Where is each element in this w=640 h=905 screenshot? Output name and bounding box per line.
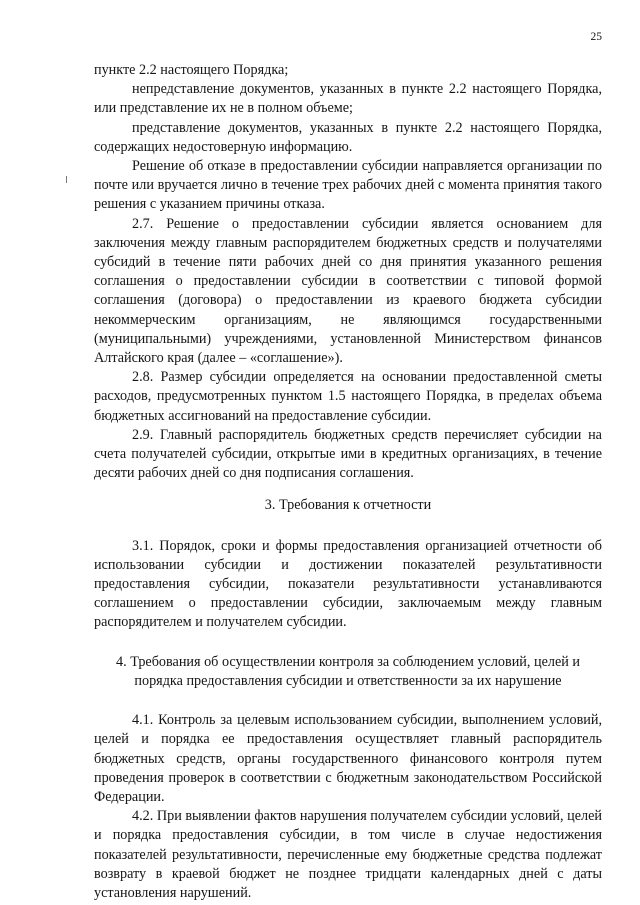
paragraph-2-9: 2.9. Главный распорядитель бюджетных средств перечисляет субсидии на счета получателей субсидии, открытые ими в кредитных организациях, в течение десяти рабочих дней со дня подписания соглашения. — [94, 426, 602, 482]
section-heading-3: 3. Требования к отчетности — [264, 497, 432, 514]
paragraph-4-1: 4.1. Контроль за целевым использованием субсидии, выполнением условий, целей и порядка ее предоставления осуществляет главный распорядитель бюджетных средств, органы государственного финансового контроля путем проведения проверок в соответствии с бюджетным законодательством Российской Федерации. — [94, 712, 602, 805]
paragraph-refusal-ground-3: представление документов, указанных в пункте 2.2 настоящего Порядка, содержащих недостоверную информацию. — [94, 119, 602, 155]
paragraph-continuation: пункте 2.2 настоящего Порядка; — [94, 62, 289, 78]
paragraph-refusal-notice: Решение об отказе в предоставлении субсидии направляется организации по почте или вручается лично в течение трех рабочих дней с момента принятия такого решения с указанием причины отказа. — [94, 158, 602, 213]
document-body — [94, 61, 602, 903]
paragraph-4-2: 4.2. При выявлении фактов нарушения получателем субсидии условий, целей и порядка предоставления субсидии, в том числе в случае недостижения показателей результативности, перечисленные ему бюджетные средства подлежат возврату в краевой бюджет не позднее тридцати календарных дней с даты установления нарушений. — [94, 808, 602, 901]
paragraph-2-8: 2.8. Размер субсидии определяется на основании предоставленной сметы расходов, предусмотренных пунктом 1.5 настоящего Порядка, в пределах объема бюджетных ассигнований на предоставление субсидии. — [94, 369, 602, 424]
paragraph-3-1: 3.1. Порядок, сроки и формы предоставления организацией отчетности об использовании субсидии и достижении показателей результативности предоставления субсидии, показатели результативности устанавливаются соглашением о предоставлении субсидии, заключаемым между главным распорядителем и получателем субсидии. — [94, 537, 602, 631]
section-heading-4: 4. Требования об осуществлении контроля за соблюдением условий, целей и порядка предоставления субсидии и ответственности за их нарушение — [116, 653, 580, 689]
page-number: 25 — [590, 31, 602, 43]
paragraph-2-7: 2.7. Решение о предоставлении субсидии является основанием для заключения между главным распорядителем бюджетных средств и получателями субсидий в течение пяти рабочих дней со дня принятия указанного решения соглашения о предоставлении субсидии в соответствии с типовой формой соглашения (договора) о предоставлении из краевого бюджета субсидии некоммерческим организациям, не являющимся государственными (муниципальными) учреждениями, установленной Министерством финансов Алтайского края (далее – «соглашение»). — [94, 215, 602, 367]
paragraph-refusal-ground-2: непредставление документов, указанных в пункте 2.2 настоящего Порядка, или представление их не в полном объеме; — [94, 81, 602, 117]
margin-mark — [66, 176, 67, 183]
